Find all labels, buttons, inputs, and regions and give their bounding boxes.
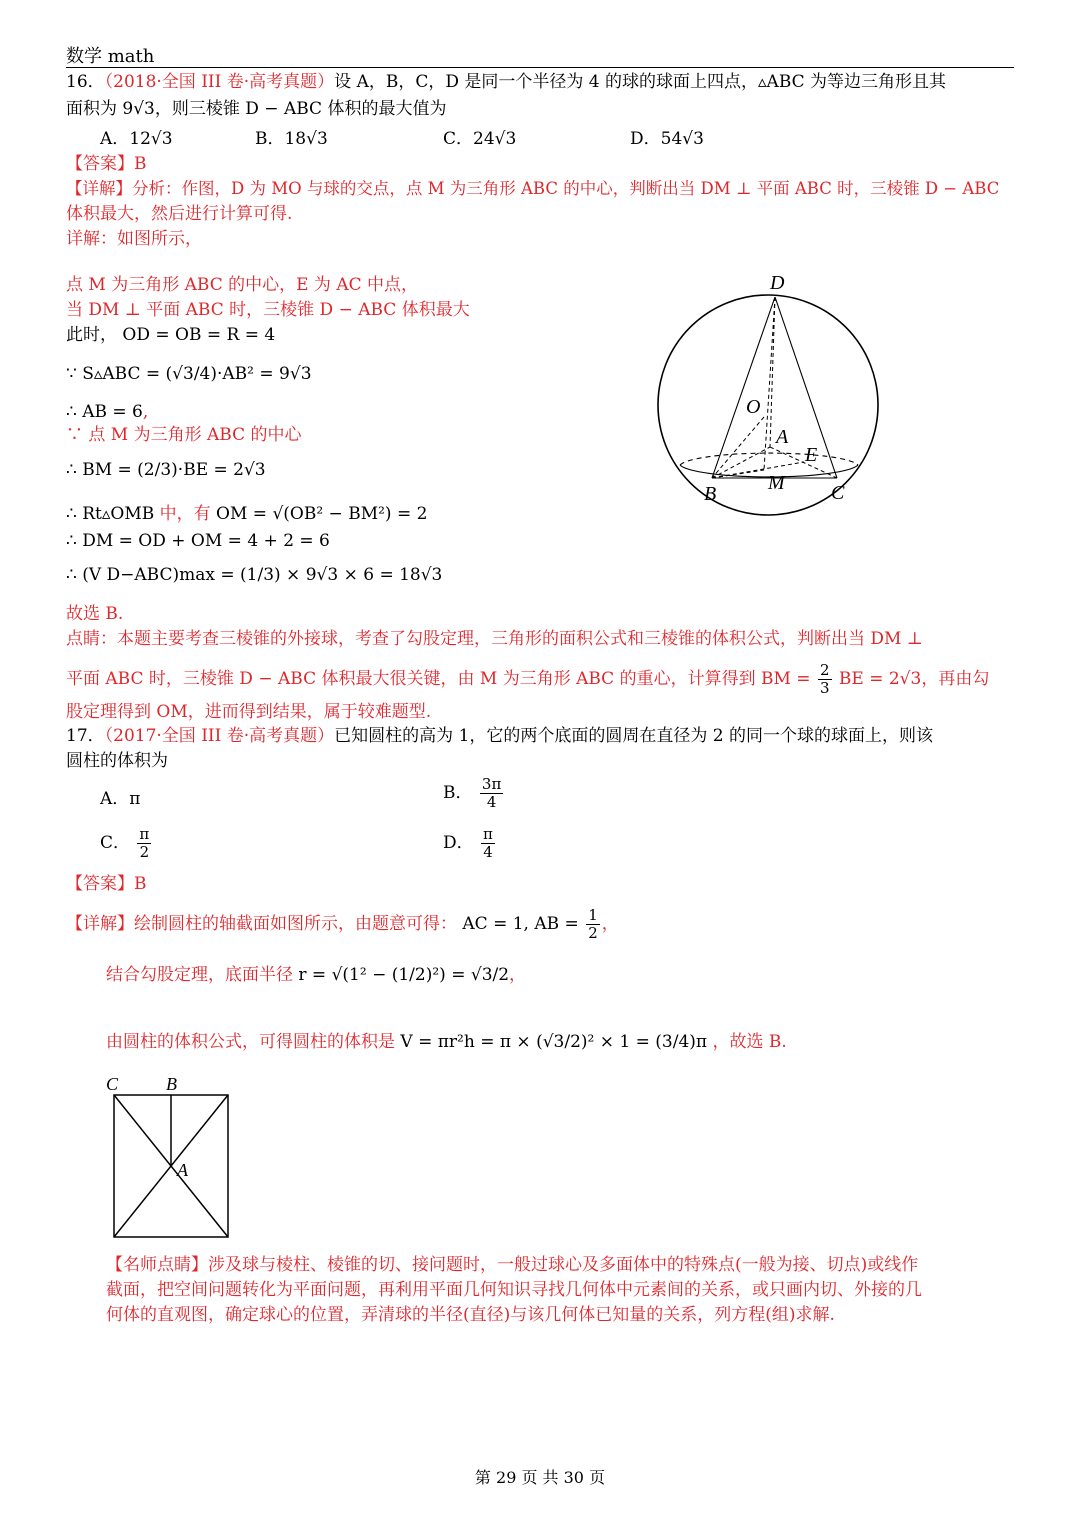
q17-detail-line2-comma: ， [509, 965, 527, 985]
q16-step5-comma: , [142, 402, 149, 422]
q16-step1: 点 M 为三角形 ABC 的中心，E 为 AC 中点， [66, 275, 419, 295]
label-o: O [746, 396, 761, 418]
q16-option-b: B．18√3 [255, 129, 328, 149]
q16-step2: 当 DM ⊥ 平面 ABC 时，三棱锥 D − ABC 体积最大 [66, 300, 470, 320]
q16-review-line2-a: 平面 ABC 时，三棱锥 D − ABC 体积最大很关键，由 M 为三角形 ABC 的重心，计算得到 BM = [66, 669, 811, 689]
q16-step9: ∴ DM = OD + OM = 4 + 2 = 6 [66, 531, 330, 551]
q16-step4: ∵ S▵ABC = (√3/4)·AB² = 9√3 [66, 364, 312, 384]
q16-number: 16． [66, 72, 105, 92]
q16-review-line2-b: BE = 2√3，再由勾 [838, 669, 990, 689]
q17-famous-line1: 【名师点睛】涉及球与棱柱、棱锥的切、接问题时，一般过球心及多面体中的特殊点(一般为接、切点)或线作 [106, 1255, 919, 1275]
q16-step5 [66, 400, 148, 424]
header-rule [66, 67, 1014, 68]
q16-stem-line2: 面积为 9√3，则三棱锥 D − ABC 体积的最大值为 [66, 99, 447, 119]
q16-stem-text: 设 A，B，C，D 是同一个半径为 4 的球的球面上四点，▵ABC 为等边三角形且其 [334, 72, 947, 92]
label-d: D [770, 272, 785, 294]
q17-number: 17． [66, 726, 105, 746]
q17-detail-line3 [106, 1030, 787, 1054]
q17-stem-line2: 圆柱的体积为 [66, 751, 168, 771]
q17-detail-line1-formula: AC = 1, AB = [462, 914, 579, 934]
q16-step3: 此时， OD = OB = R = 4 [66, 325, 276, 345]
q17-option-b-den: 4 [486, 793, 497, 811]
q17-detail-line1 [66, 907, 619, 942]
q17-option-d-label: D． [443, 833, 474, 853]
q17-option-d-den: 4 [483, 843, 493, 861]
q16-review-fraction: $\frac{2}{3}$ [819, 661, 830, 697]
label-m: M [768, 472, 785, 494]
q16-step8 [66, 502, 427, 526]
q17-stem-line1 [66, 724, 933, 748]
q17-stem-text: 已知圆柱的高为 1，它的两个底面的圆周在直径为 2 的同一个球的球面上，则该 [334, 726, 934, 746]
q16-source: （2018·全国 III 卷·高考真题） [104, 72, 335, 92]
q17-option-d-fraction [481, 826, 495, 861]
q17-detail-line3-formula: V = πr²h = π × (√3/2)² × 1 = (3/4)π [400, 1032, 708, 1052]
q17-option-d-num: π [483, 825, 493, 843]
q17-option-c-den: 2 [139, 843, 150, 861]
q17-answer: 【答案】B [66, 874, 147, 894]
q17-option-c-fraction [137, 826, 151, 861]
q17-source: （2017·全国 III 卷·高考真题） [104, 726, 335, 746]
q17-detail-line1-comma: ， [601, 914, 619, 934]
label-b: B [704, 483, 717, 505]
q17-option-b-fraction [480, 776, 503, 811]
q16-step7: ∴ BM = (2/3)·BE = 2√3 [66, 460, 266, 480]
q17-option-b-num: 3π [481, 775, 502, 793]
label-a: A [177, 1160, 188, 1180]
q16-option-d: D．54√3 [630, 129, 704, 149]
q17-detail-line2-text: 结合勾股定理，底面半径 [106, 965, 293, 985]
q17-option-c [100, 826, 153, 861]
q17-detail-line1-fraction: $\frac{1}{2}$ [588, 906, 598, 942]
label-a: A [776, 426, 789, 448]
q17-option-a: A．π [100, 789, 141, 809]
q17-detail-line1-text: 【详解】绘制圆柱的轴截面如图所示，由题意可得： [66, 914, 457, 934]
q16-detail-line3: 详解：如图所示， [66, 229, 202, 249]
q16-step5-formula: ∴ AB = 6 [66, 402, 143, 422]
segment-ob [712, 417, 764, 478]
q16-step10: ∴ (V D−ABC)max = (1/3) × 9√3 × 6 = 18√3 [66, 565, 443, 585]
document-header: 数学 math [66, 46, 155, 67]
q17-option-d [443, 826, 497, 861]
q16-step8-c: OM = √(OB² − BM²) = 2 [216, 504, 428, 524]
q17-famous-line2: 截面，把空间问题转化为平面问题，再利用平面几何知识寻找几何体中元素间的关系，或只画内切、外接的几 [106, 1280, 922, 1300]
section-ellipse-back [680, 453, 858, 465]
q16-detail-line2: 体积最大，然后进行计算可得. [66, 204, 293, 224]
q17-detail-line3-end: ，故选 B. [712, 1032, 787, 1052]
q16-option-c: C．24√3 [443, 129, 517, 149]
q17-detail-line2 [106, 963, 526, 987]
q17-option-b [443, 776, 505, 811]
q16-answer: 【答案】B [66, 154, 147, 174]
q16-step6: ∵ 点 M 为三角形 ABC 的中心 [66, 425, 302, 445]
q17-detail-line2-formula: r = √(1² − (1/2)²) = √3/2 [298, 965, 510, 985]
q17-option-c-num: π [139, 825, 150, 843]
label-c: C [831, 482, 845, 504]
label-b: B [166, 1074, 177, 1094]
q16-sphere-figure [640, 265, 900, 520]
q17-cylinder-section-figure [100, 1072, 240, 1242]
q17-famous-line3: 何体的直观图，确定球心的位置，弄清球的半径(直径)与该几何体已知量的关系，列方程(组)求解. [106, 1305, 835, 1325]
label-e: E [805, 444, 818, 466]
label-c: C [106, 1074, 119, 1094]
q17-option-c-label: C． [100, 833, 131, 853]
q17-option-b-label: B． [443, 783, 473, 803]
q16-step8-a: ∴ Rt▵OMB [66, 504, 155, 524]
q17-detail-line3-text: 由圆柱的体积公式，可得圆柱的体积是 [106, 1032, 395, 1052]
edge-da [770, 297, 775, 447]
q16-review-line2 [66, 662, 989, 697]
q16-stem-line1 [66, 70, 946, 94]
q16-review-line1: 点睛：本题主要考查三棱锥的外接球，考查了勾股定理，三角形的面积公式和三棱锥的体积公式，判断出当 DM ⊥ [66, 629, 923, 649]
q16-detail-line1: 【详解】分析：作图，D 为 MO 与球的交点，点 M 为三角形 ABC 的中心，判断出当 DM ⊥ 平面 ABC 时，三棱锥 D − ABC [66, 179, 1000, 198]
q16-option-a: A．12√3 [100, 129, 173, 149]
q16-conclusion: 故选 B. [66, 604, 124, 624]
q16-step8-b: 中，有 [154, 504, 217, 524]
page-footer: 第 29 页 共 30 页 [474, 1468, 606, 1487]
q16-review-line3: 股定理得到 OM，进而得到结果，属于较难题型. [66, 702, 432, 722]
